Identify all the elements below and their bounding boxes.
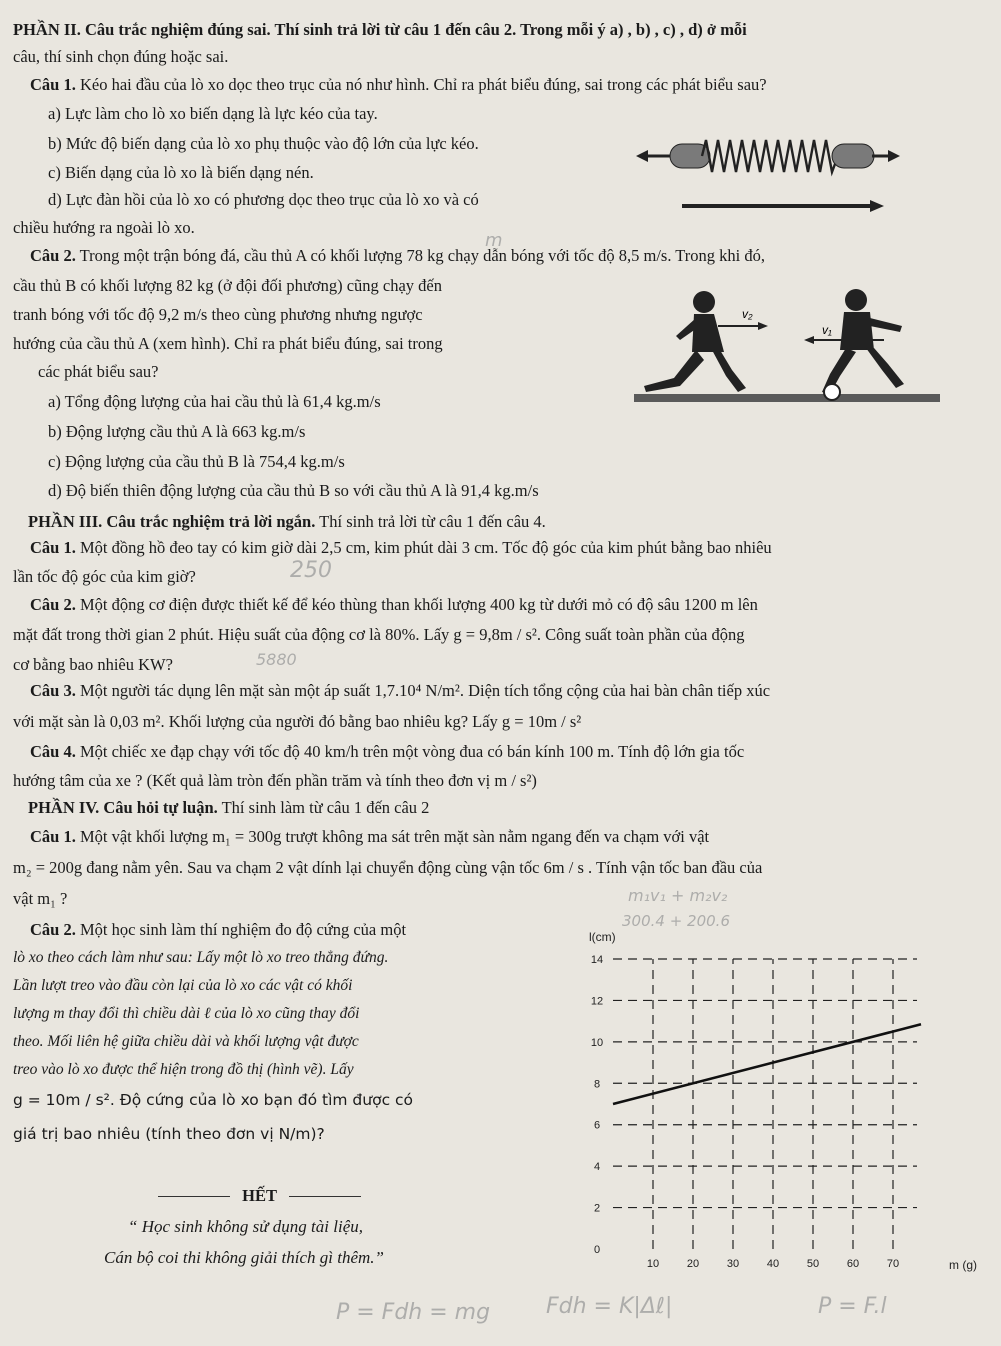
v2-arrowhead — [758, 322, 768, 330]
p2-q2-label: Câu 2. — [30, 246, 76, 265]
p3-q4-text1: Một chiếc xe đạp chạy với tốc độ 40 km/h trên một vòng đua có bán kính 100 m. Tính độ lớn gia tốc — [75, 742, 745, 761]
p2-q2-text4: hướng của cầu thủ A (xem hình). Chỉ ra phát biểu đúng, sai trong — [13, 334, 443, 353]
soccer-ball — [824, 384, 840, 400]
p2-q2-b: b) Động lượng cầu thủ A là 663 kg.m/s — [48, 422, 306, 441]
p4-q2-text8: giá trị bao nhiêu (tính theo đơn vị N/m)? — [13, 1125, 325, 1143]
part4-heading-text: Thí sinh làm từ câu 1 đến câu 2 — [217, 798, 430, 817]
p4-q2-text3: Lần lượt treo vào đầu còn lại của lò xo các vật có khối — [13, 977, 353, 994]
player-b-head — [845, 289, 867, 311]
v1-label: v₁ — [822, 323, 832, 337]
v1-arrowhead — [804, 336, 814, 344]
y-tick-label-12: 12 — [590, 995, 604, 1008]
x-tick-label-70: 70 — [886, 1258, 900, 1270]
handwriting-momentum: m₁v₁ + m₂v₂ — [628, 886, 728, 905]
handwriting-calc: 300.4 + 200.6 — [622, 912, 730, 930]
p3-q4 — [30, 742, 744, 762]
p3-q2 — [30, 595, 758, 615]
p3-q2-text1: Một động cơ điện được thiết kế để kéo thùng than khối lượng 400 kg từ dưới mỏ có độ sâu 1200 m lên — [75, 595, 758, 614]
p3-q2-text3: cơ bằng bao nhiêu KW? — [13, 655, 173, 674]
y-tick-label-14: 14 — [590, 954, 604, 966]
y-tick-label-8: 8 — [593, 1078, 601, 1091]
p2-q1-label: Câu 1. — [30, 75, 76, 94]
p3-q4-text2: hướng tâm của xe ? (Kết quả làm tròn đến phần trăm và tính theo đơn vị m / s²) — [13, 771, 537, 790]
p2-q1-d-cont: chiều hướng ra ngoài lò xo. — [13, 218, 195, 237]
p2-q2-text1: Trong một trận bóng đá, cầu thủ A có khối lượng 78 kg chạy dẫn bóng với tốc độ 8,5 m/s. Trong khi đó, — [75, 246, 765, 265]
part4-heading — [28, 798, 429, 818]
p4-q1-label: Câu 1. — [30, 827, 76, 846]
spring-coil — [702, 140, 838, 172]
x-tick-label-40: 40 — [766, 1258, 780, 1270]
part2-heading: PHẦN II. Câu trắc nghiệm đúng sai. Thí sinh trả lời từ câu 1 đến câu 2. Trong mỗi ý a) , b) , c) , d) ở mỗi — [13, 20, 747, 39]
spring-arrowhead-left — [636, 150, 648, 162]
p2-q1-c: c) Biến dạng của lò xo là biến dạng nén. — [48, 163, 314, 182]
p2-q2-d: d) Độ biến thiên động lượng của cầu thủ B so với cầu thủ A là 91,4 kg.m/s — [48, 481, 539, 500]
handwriting-formula2: Fdh = K|Δℓ| — [546, 1294, 673, 1319]
y-tick-label-10: 10 — [590, 1036, 604, 1049]
handwriting-250: 250 — [290, 558, 332, 583]
end-text: HẾT — [242, 1186, 277, 1205]
p3-q2-text2: mặt đất trong thời gian 2 phút. Hiệu suất của động cơ là 80%. Lấy g = 9,8m / s². Công suất toàn phần của động — [13, 625, 745, 644]
p4-q2-text5: theo. Mối liên hệ giữa chiều dài và khối lượng vật được — [13, 1033, 359, 1050]
spring-figure — [632, 128, 902, 218]
handwriting-formula3: P = F.l — [818, 1294, 887, 1319]
p2-q2 — [30, 246, 765, 266]
part2-heading-cont: câu, thí sinh chọn đúng hoặc sai. — [13, 47, 229, 66]
part3-heading-text: Thí sinh trả lời từ câu 1 đến câu 4. — [315, 512, 546, 531]
right-hand — [832, 144, 874, 168]
player-b-body — [840, 312, 874, 350]
footer-note1: “ Học sinh không sử dụng tài liệu, — [128, 1217, 363, 1236]
y-axis-label: l(cm) — [589, 930, 616, 944]
p2-q2-text3: tranh bóng với tốc độ 9,2 m/s theo cùng phương nhưng ngược — [13, 305, 423, 324]
p4-q2-text6: treo vào lò xo được thể hiện trong đồ thị (hình vẽ). Lấy — [13, 1061, 354, 1078]
p4-q2-text2: lò xo theo cách làm như sau: Lấy một lò xo treo thẳng đứng. — [13, 949, 389, 966]
length-mass-chart — [545, 925, 985, 1285]
handwriting-5880: 5880 — [256, 650, 297, 669]
part3-heading-bold: PHẦN III. Câu trắc nghiệm trả lời ngắn. — [28, 512, 316, 531]
p3-q2-label: Câu 2. — [30, 595, 76, 614]
x-tick-label-30: 30 — [726, 1258, 740, 1270]
p4-q2-text7: g = 10m / s². Độ cứng của lò xo bạn đó tìm được có — [13, 1091, 414, 1109]
player-a-leg-back — [644, 350, 704, 392]
y-tick-label-2: 2 — [593, 1202, 601, 1215]
handwriting-formula1: P = Fdh = mg — [336, 1300, 491, 1325]
p2-q2-text2: cầu thủ B có khối lượng 82 kg (ở đội đối phương) cũng chạy đến — [13, 276, 442, 295]
p3-q4-label: Câu 4. — [30, 742, 76, 761]
p3-q3-label: Câu 3. — [30, 681, 76, 700]
p3-q1-text1: Một đồng hồ đeo tay có kim giờ dài 2,5 cm, kim phút dài 3 cm. Tốc độ góc của kim phút bằng bao nhiêu — [75, 538, 772, 557]
p2-q1-text: Kéo hai đầu của lò xo dọc theo trục của nó như hình. Chỉ ra phát biểu đúng, sai trong các phát biểu sau? — [75, 75, 767, 94]
p2-q2-c: c) Động lượng của cầu thủ B là 754,4 kg.m/s — [48, 452, 345, 471]
player-b-arm — [870, 318, 902, 332]
end-rule-left — [158, 1196, 230, 1197]
p4-q2-text4: lượng m thay đổi thì chiều dài ℓ của lò xo cũng thay đổi — [13, 1005, 360, 1022]
p3-q3-text2: với mặt sàn là 0,03 m². Khối lượng của người đó bằng bao nhiêu kg? Lấy g = 10m / s² — [13, 712, 582, 731]
player-a-leg-front — [712, 350, 746, 392]
p3-q3 — [30, 681, 770, 701]
player-a-head — [693, 291, 715, 313]
player-b-leg-front — [866, 348, 904, 388]
spring-axis-arrowhead — [870, 200, 884, 212]
y-tick-label-0: 0 — [593, 1244, 601, 1256]
p4-q2-label: Câu 2. — [30, 920, 76, 939]
ground — [634, 394, 940, 402]
footer-note2: Cán bộ coi thi không giải thích gì thêm.” — [104, 1248, 385, 1267]
x-tick-label-20: 20 — [686, 1258, 700, 1270]
p2-q2-a: a) Tổng động lượng của hai cầu thủ là 61,4 kg.m/s — [48, 392, 381, 411]
p4-q1-text3: vật m₁ ? — [13, 889, 68, 908]
x-tick-label-10: 10 — [646, 1258, 660, 1270]
spring-arrowhead-right — [888, 150, 900, 162]
p4-q2-text1: Một học sinh làm thí nghiệm đo độ cứng của một — [75, 920, 407, 939]
p4-q2 — [30, 920, 406, 940]
end-marker — [158, 1186, 361, 1206]
v2-label: v₂ — [742, 307, 753, 321]
soccer-figure — [634, 282, 942, 414]
end-rule-right — [289, 1196, 361, 1197]
p2-q2-text5: các phát biểu sau? — [38, 362, 159, 381]
p4-q1-text2: m₂ = 200g đang nằm yên. Sau va chạm 2 vật dính lại chuyển động cùng vận tốc 6m / s . Tính vận tốc ban đầu của — [13, 858, 763, 877]
series-line-lm — [613, 1024, 921, 1104]
p3-q1-text2: lần tốc độ góc của kim giờ? — [13, 567, 196, 586]
p2-q1-a: a) Lực làm cho lò xo biến dạng là lực kéo của tay. — [48, 104, 378, 123]
p2-q1-d: d) Lực đàn hồi của lò xo có phương dọc theo trục của lò xo và có — [48, 190, 479, 209]
p3-q1-label: Câu 1. — [30, 538, 76, 557]
x-tick-label-50: 50 — [806, 1258, 820, 1270]
y-tick-label-6: 6 — [593, 1119, 601, 1132]
p2-q1-b: b) Mức độ biến dạng của lò xo phụ thuộc vào độ lớn của lực kéo. — [48, 134, 479, 153]
y-tick-label-4: 4 — [593, 1161, 601, 1174]
x-axis-label: m (g) — [949, 1258, 977, 1272]
handwriting-m: m — [485, 230, 503, 251]
p3-q1 — [30, 538, 772, 558]
p3-q3-text1: Một người tác dụng lên mặt sàn một áp suất 1,7.10⁴ N/m². Diện tích tổng cộng của hai bàn chân tiếp xúc — [75, 681, 771, 700]
p4-q1-text1: Một vật khối lượng m₁ = 300g trượt không ma sát trên mặt sàn nằm ngang đến va chạm với vật — [75, 827, 710, 846]
part3-heading — [28, 512, 546, 532]
x-tick-label-60: 60 — [846, 1258, 860, 1270]
p4-q1 — [30, 827, 709, 847]
part4-heading-bold: PHẦN IV. Câu hỏi tự luận. — [28, 798, 218, 817]
p2-q1 — [30, 75, 767, 95]
